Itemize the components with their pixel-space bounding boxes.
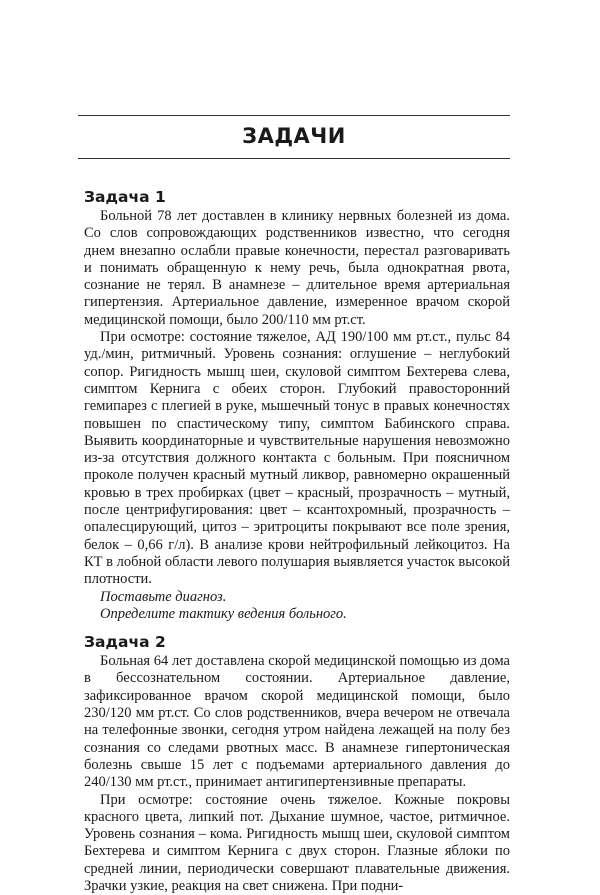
task-paragraph: Больной 78 лет доставлен в клинику нервных болезней из дома. Со слов сопровождающих родственников известно, что сегодня днем внезапно ослабли правые конечности, перестал разговаривать и понимать обращенную к нему речь, была однократная рвота, сознание не терял. В анамнезе – длительное время артериальная гипертензия. Артериальное давление, измеренное врачом скорой медицинской помощи, было 200/110 мм рт.ст. [84,208,510,329]
task-title: Задача 2 [84,633,510,652]
heading-rule-top [78,115,510,116]
page-title: ЗАДАЧИ [78,124,510,148]
task-paragraph: При осмотре: состояние очень тяжелое. Кожные покровы красного цвета, липкий пот. Дыхание шумное, частое, ритмичное. Уровень сознания – кома. Ригидность мышц шеи, скуловой симптом Бехтерева и симптом Кернига с двух сторон. Глазные яблоки по средней линии, периодически совершают плавательные движения. Зрачки узкие, реакция на свет снижена. При подни- [84,792,510,895]
task-paragraph: Больная 64 лет доставлена скорой медицинской помощью из дома в бессознательном состоянии. Артериальное давление, зафиксированное врачом скорой медицинской помощи, было 230/120 мм рт.ст. Со слов родственников, вчера вечером не отвечала на телефонные звонки, сегодня утром найдена лежащей на полу без сознания со следами рвотных масс. В анамнезе гипертоническая болезнь свыше 15 лет с подъемами артериального давления до 240/130 мм рт.ст., принимает антигипертензивные препараты. [84,653,510,791]
page-content [84,188,510,895]
task-1 [84,188,510,623]
task-paragraph: При осмотре: состояние тяжелое, АД 190/100 мм рт.ст., пульс 84 уд./мин, ритмичный. Уровень сознания: оглушение – неглубокий сопор. Ригидность мышц шеи, скуловой симптом Бехтерева слева, симптом Кернига с обеих сторон. Глубокий правосторонний гемипарез с плегией в руке, мышечный тонус в правых конечностях повышен по спастическому типу, симптом Бабинского справа. Выявить координаторные и чувствительные нарушения невозможно из-за отсутствия должного контакта с больным. При поясничном проколе получен красный мутный ликвор, равномерно окрашенный кровью в трех пробирках (цвет – красный, прозрачность – мутный, после центрифугирования: цвет – ксантохромный, прозрачность – опалесцирующий, цитоз – эритроциты покрывают все поле зрения, белок – 0,66 г/л). В анализе крови нейтрофильный лейкоцитоз. На КТ в лобной области левого полушария выявляется участок высокой плотности. [84,329,510,588]
task-question: Определите тактику ведения больного. [84,606,510,623]
task-question: Поставьте диагноз. [84,589,510,606]
heading-rule-bottom [78,158,510,159]
task-2 [84,633,510,895]
task-title: Задача 1 [84,188,510,207]
